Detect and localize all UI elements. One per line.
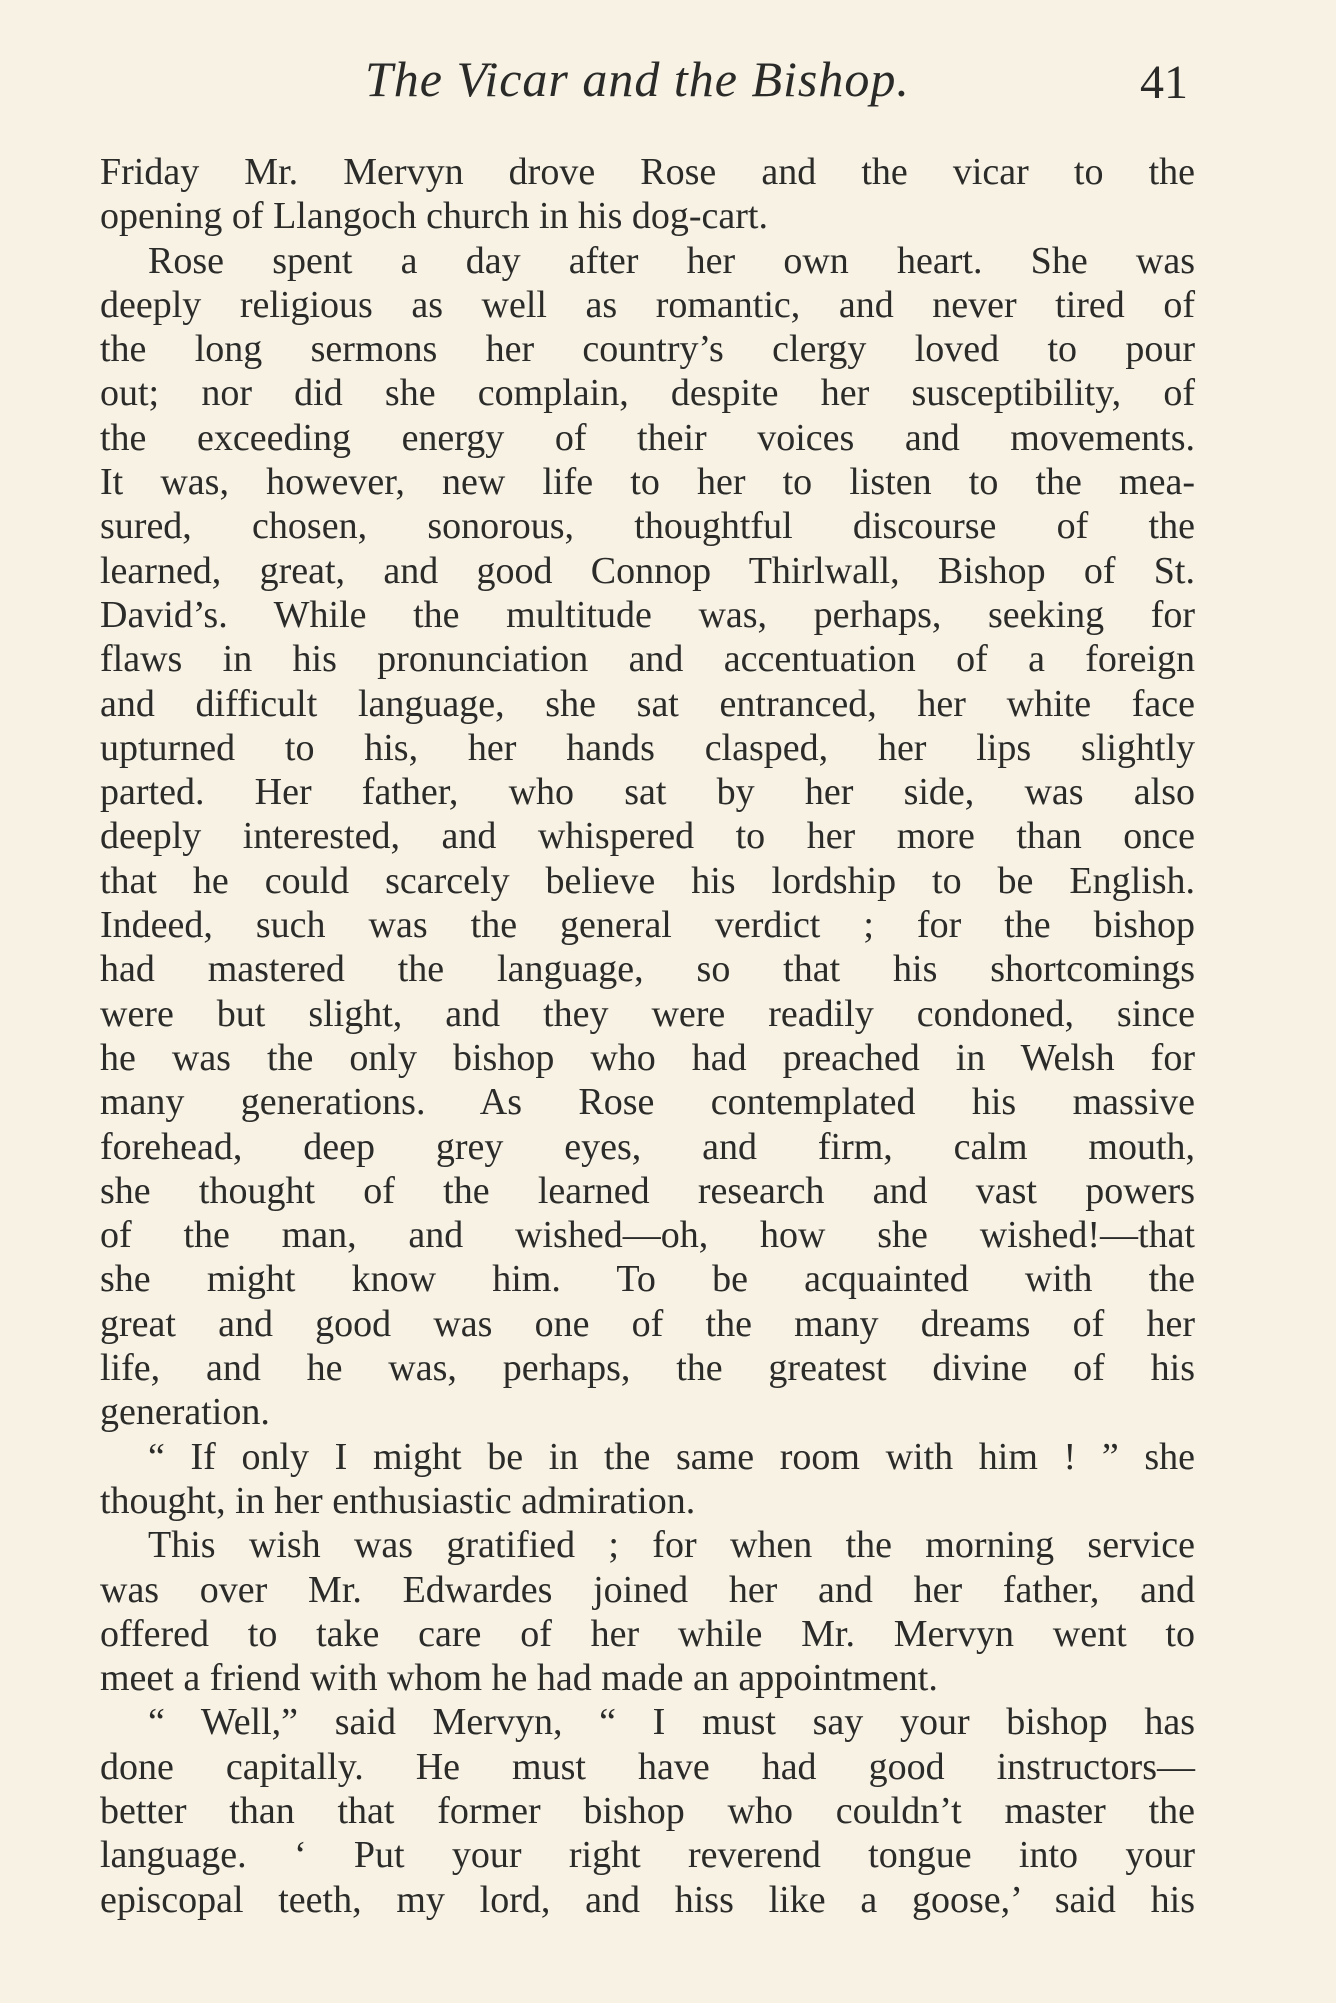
- text-line: he was the only bishop who had preached in Welsh for: [100, 1036, 1195, 1079]
- text-line: that he could scarcely believe his lordship to be English.: [100, 859, 1195, 902]
- text-line: flaws in his pronunciation and accentuation of a foreign: [100, 638, 1195, 681]
- text-line: better than that former bishop who couldn’t master the: [100, 1789, 1195, 1832]
- text-line: she might know him. To be acquainted with the: [100, 1258, 1195, 1301]
- text-line: were but slight, and they were readily condoned, since: [100, 992, 1195, 1035]
- text-line: “ Well,” said Mervyn, “ I must say your bishop has: [148, 1701, 1195, 1744]
- body-text: [100, 150, 1195, 1922]
- text-line: was over Mr. Edwardes joined her and her father, and: [100, 1568, 1195, 1611]
- text-line: Friday Mr. Mervyn drove Rose and the vicar to the: [100, 151, 1195, 193]
- text-line: many generations. As Rose contemplated his massive: [100, 1081, 1195, 1124]
- text-line: the exceeding energy of their voices and movements.: [100, 416, 1195, 459]
- text-line: parted. Her father, who sat by her side, was also: [100, 771, 1195, 814]
- text-line: learned, great, and good Connop Thirlwall, Bishop of St.: [100, 549, 1195, 592]
- text-line: out; nor did she complain, despite her susceptibility, of: [100, 372, 1195, 415]
- text-line: deeply religious as well as romantic, and never tired of: [100, 283, 1195, 326]
- text-line: meet a friend with whom he had made an appointment.: [100, 1657, 938, 1700]
- text-line: opening of Llangoch church in his dog-cart.: [100, 195, 768, 238]
- text-line: great and good was one of the many dreams of her: [100, 1302, 1195, 1345]
- text-line: David’s. While the multitude was, perhaps, seeking for: [100, 593, 1195, 636]
- text-line: deeply interested, and whispered to her more than once: [100, 815, 1195, 858]
- text-line: sured, chosen, sonorous, thoughtful discourse of the: [100, 505, 1195, 548]
- text-line: thought, in her enthusiastic admiration.: [100, 1479, 696, 1522]
- text-line: Indeed, such was the general verdict ; for the bishop: [100, 904, 1195, 947]
- text-line: forehead, deep grey eyes, and firm, calm mouth,: [100, 1125, 1195, 1168]
- text-line: done capitally. He must have had good instructors—: [100, 1745, 1195, 1788]
- text-line: upturned to his, her hands clasped, her lips slightly: [100, 726, 1195, 769]
- text-line: of the man, and wished—oh, how she wished!—that: [100, 1214, 1195, 1257]
- text-line: and difficult language, she sat entranced, her white face: [100, 682, 1195, 725]
- text-line: “ If only I might be in the same room with him ! ” she: [148, 1435, 1195, 1478]
- text-line: It was, however, new life to her to listen to the mea-: [100, 461, 1195, 504]
- text-line: episcopal teeth, my lord, and hiss like a goose,’ said his: [100, 1878, 1195, 1921]
- text-line: the long sermons her country’s clergy loved to pour: [100, 328, 1195, 371]
- text-line: This wish was gratified ; for when the morning service: [148, 1524, 1195, 1567]
- text-line: life, and he was, perhaps, the greatest divine of his: [100, 1347, 1195, 1390]
- text-line: offered to take care of her while Mr. Mervyn went to: [100, 1612, 1195, 1655]
- running-title: The Vicar and the Bishop.: [365, 51, 910, 107]
- text-line: had mastered the language, so that his shortcomings: [100, 948, 1195, 991]
- text-line: generation.: [100, 1391, 270, 1434]
- text-line: language. ‘ Put your right reverend tongue into your: [100, 1834, 1195, 1877]
- text-line: she thought of the learned research and vast powers: [100, 1169, 1195, 1212]
- page-number: 41: [1140, 56, 1188, 109]
- text-line: Rose spent a day after her own heart. She was: [148, 239, 1195, 282]
